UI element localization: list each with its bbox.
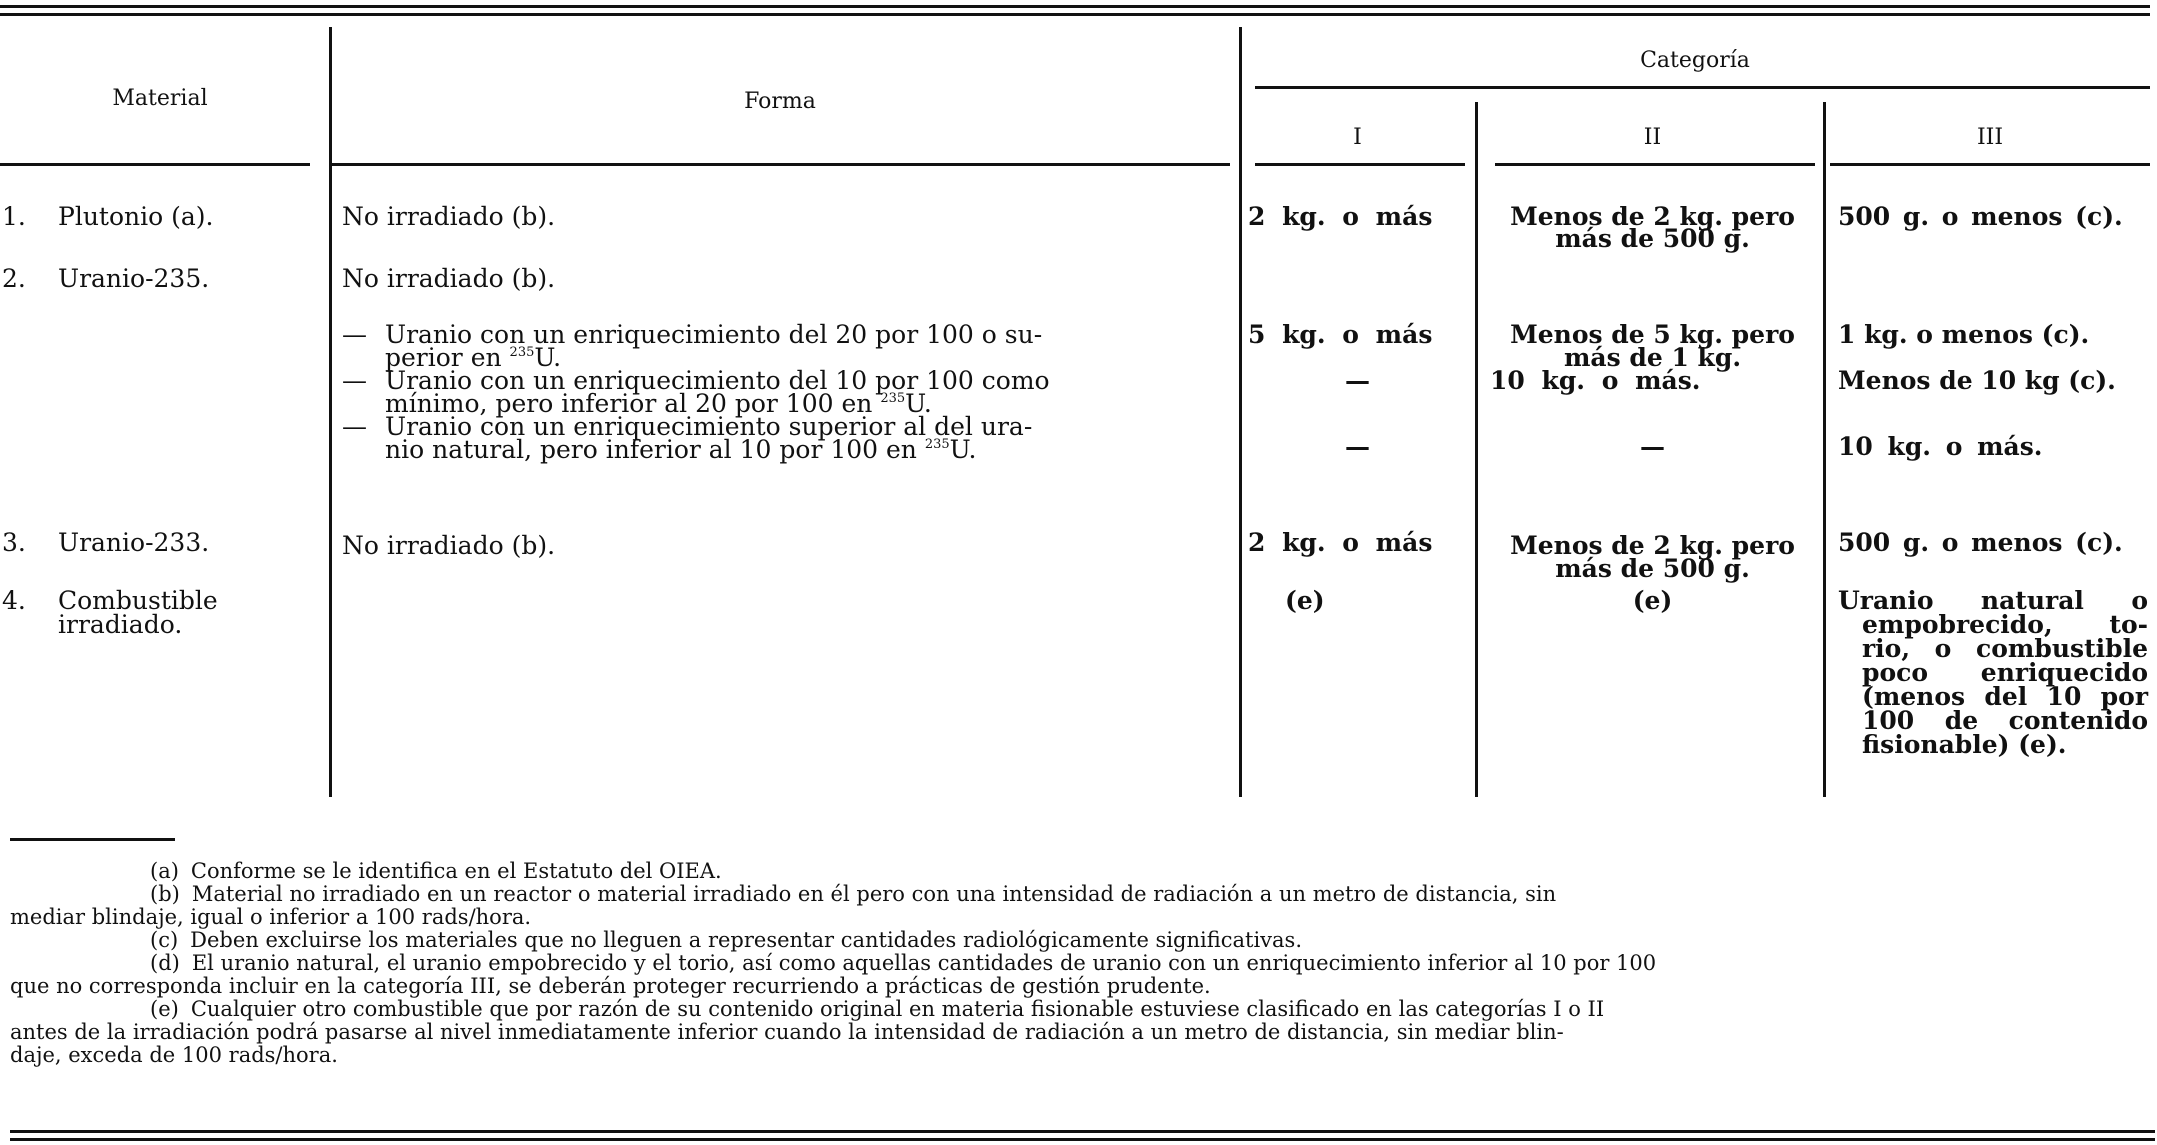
sub-dash: — (342, 366, 367, 395)
cat-iii-cell: 500 g. o menos (c). (1838, 202, 2123, 231)
header-rule-forma (330, 163, 1230, 166)
col-divider-i-ii (1475, 102, 1478, 797)
cat-iii-line: poco enriquecido (1862, 658, 2148, 687)
cat-iii-line: empobrecido, to- (1862, 610, 2148, 639)
row-number: 1. (2, 202, 26, 231)
forma-cell: No irradiado (b). (342, 202, 556, 231)
footnote-c: (c) Deben excluirse los materiales que no lleguen a representar cantidades radiológicamente significativas. (150, 928, 1302, 952)
cat-ii-cell: (e) (1632, 586, 1673, 615)
header-rule-i (1255, 163, 1465, 166)
cat-i-cell: 2 kg. o más (1248, 528, 1433, 557)
sub-forma-line1: Uranio con un enriquecimiento del 20 por 100 o su- (385, 320, 1043, 349)
footnote-b: (b) Material no irradiado en un reactor o material irradiado en él pero con una intensidad de radiación a un metro de distancia, sin (150, 882, 1557, 906)
cat-ii-cell-line1: Menos de 2 kg. pero (1510, 531, 1795, 560)
bottom-rule-2 (10, 1138, 2155, 1141)
footnote-e-cont2: daje, exceda de 100 rads/hora. (10, 1043, 338, 1067)
cat-i-cell: — (1345, 366, 1370, 395)
top-rule-2 (0, 13, 2150, 16)
footnote-a: (a) Conforme se le identifica en el Estatuto del OIEA. (150, 859, 722, 883)
col-divider-material-forma (329, 27, 332, 797)
cat-ii-cell-line1: — (1640, 432, 1665, 461)
footnote-separator (10, 838, 175, 841)
material-cell-line2: irradiado. (58, 610, 183, 639)
cat-ii-cell-line1: Menos de 5 kg. pero (1510, 320, 1795, 349)
sub-dash: — (342, 412, 367, 441)
cat-i-cell: 2 kg. o más (1248, 202, 1433, 231)
row-number: 4. (2, 586, 26, 615)
material-cell: Uranio-233. (58, 528, 210, 557)
sub-forma-line1: Uranio con un enriquecimiento superior al del ura- (385, 412, 1033, 441)
cat-iii-cell: 10 kg. o más. (1838, 432, 2043, 461)
footnote-d: (d) El uranio natural, el uranio empobrecido y el torio, así como aquellas cantidades de uranio con un enriquecimiento inferior al 10 por 100 (150, 951, 1657, 975)
footnote-e-cont1: antes de la irradiación podrá pasarse al nivel inmediatamente inferior cuando la intensidad de radiación a un metro de distancia, sin mediar blin- (10, 1020, 1564, 1044)
row-number: 2. (2, 264, 26, 293)
forma-cell: No irradiado (b). (342, 531, 556, 560)
sub-dash: — (342, 320, 367, 349)
header-rule-iii (1830, 163, 2150, 166)
cat-ii-cell-line1: Menos de 2 kg. pero (1510, 202, 1795, 231)
footnote-b-cont: mediar blindaje, igual o inferior a 100 rads/hora. (10, 905, 532, 929)
sub-forma-line2: perior en $^{235}$U. (385, 343, 562, 372)
top-rule-1 (0, 5, 2150, 8)
cat-ii-cell-line2: más de 500 g. (1555, 224, 1750, 253)
sub-forma-line2: mínimo, pero inferior al 20 por 100 en $^{235}$U. (385, 389, 932, 418)
cat-iii-line: Uranio natural o (1838, 586, 2148, 615)
cat-iii-cell: 500 g. o menos (c). (1838, 528, 2123, 557)
cat-i-cell: 5 kg. o más (1248, 320, 1433, 349)
header-rule-material (0, 163, 310, 166)
cat-ii-cell-line1: 10 kg. o más. (1490, 366, 1701, 395)
header-categoria: Categoría (1640, 48, 1750, 73)
cat-ii-cell-line2: más de 1 kg. (1563, 343, 1742, 372)
col-divider-forma-cat (1239, 27, 1242, 797)
footnote-d-cont: que no corresponda incluir en la categoría III, se deberán proteger recurriendo a prácticas de gestión prudente. (10, 974, 1211, 998)
header-cat-ii: II (1643, 125, 1662, 150)
bottom-rule-1 (10, 1130, 2155, 1133)
cat-iii-cell: 1 kg. o menos (c). (1838, 320, 2090, 349)
footnote-e: (e) Cualquier otro combustible que por razón de su contenido original en materia fisionable estuviese clasificado en las categorías I o II (150, 997, 1605, 1021)
sub-forma-line1: Uranio con un enriquecimiento del 10 por 100 como (385, 366, 1050, 395)
header-rule-ii (1495, 163, 1815, 166)
cat-i-cell: — (1345, 432, 1370, 461)
header-cat-i: I (1353, 125, 1362, 150)
cat-ii-cell-line2: más de 500 g. (1555, 554, 1750, 583)
header-material: Material (112, 86, 208, 111)
material-cell: Uranio-235. (58, 264, 210, 293)
forma-cell: No irradiado (b). (342, 264, 556, 293)
header-cat-iii: III (1976, 125, 2004, 150)
sub-forma-line2: nio natural, pero inferior al 10 por 100 en $^{235}$U. (385, 435, 977, 464)
material-cell-line1: Combustible (58, 586, 218, 615)
header-forma: Forma (744, 89, 816, 114)
categoria-underline (1255, 86, 2150, 89)
material-cell: Plutonio (a). (58, 202, 214, 231)
cat-i-cell: (e) (1285, 586, 1325, 615)
cat-iii-cell: Menos de 10 kg (c). (1838, 366, 2116, 395)
cat-iii-line: fisionable) (e). (1862, 730, 2067, 759)
cat-iii-line: 100 de contenido (1862, 706, 2148, 735)
cat-iii-line: (menos del 10 por (1862, 682, 2148, 711)
row-number: 3. (2, 528, 26, 557)
cat-iii-line: rio, o combustible (1862, 634, 2148, 663)
